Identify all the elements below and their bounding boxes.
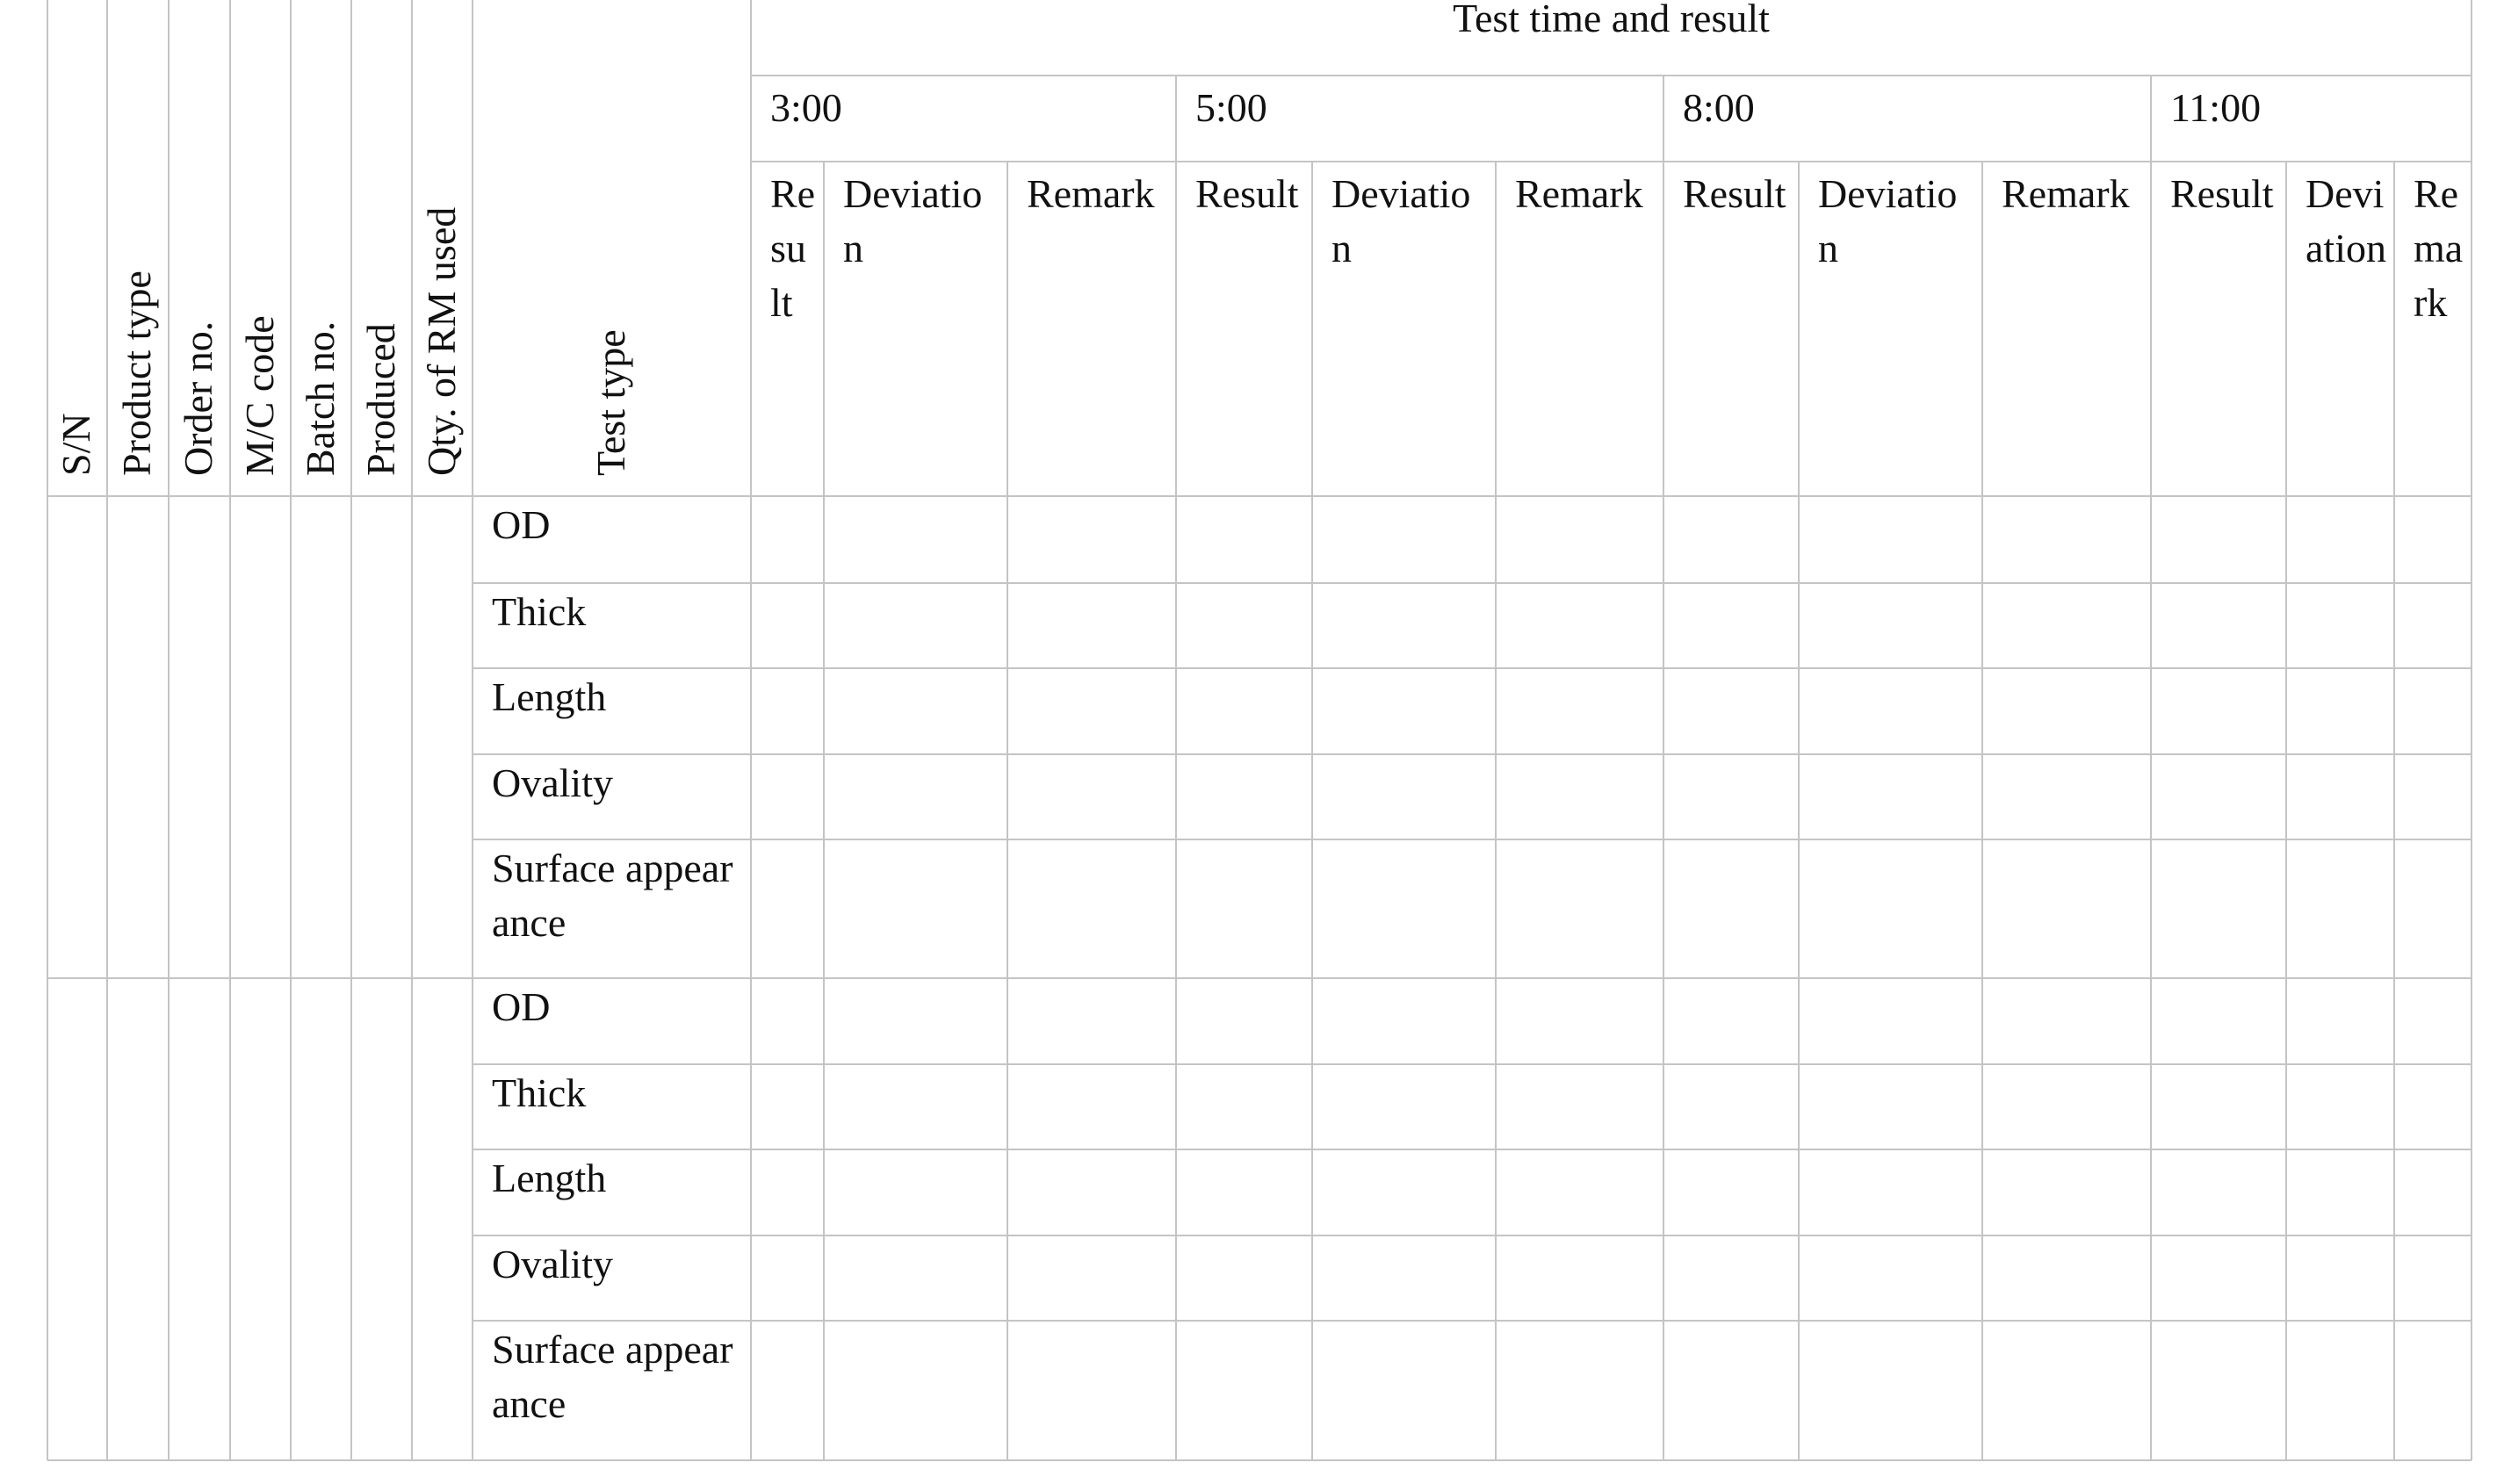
data-cell-time-slot-11-result[interactable] (2153, 585, 2284, 666)
data-cell-time-slot-3-remark[interactable] (1009, 670, 1174, 753)
data-cell-time-slot-8-remark[interactable] (1984, 1322, 2149, 1459)
grid-line (229, 0, 231, 1460)
grid-line (2150, 76, 2152, 1460)
data-cell-time-slot-3-remark[interactable] (1009, 1066, 1174, 1148)
time-slot-11-result-header: Result (2170, 171, 2274, 216)
sn-header: S/N (54, 413, 98, 476)
data-cell-time-slot-8-remark[interactable] (1984, 980, 2149, 1063)
order-no-cell[interactable] (170, 498, 228, 976)
test-type-label: Thick (492, 1070, 587, 1115)
data-cell-time-slot-3-result[interactable] (753, 585, 822, 666)
grid-line (473, 753, 2472, 755)
data-cell-time-slot-8-deviation[interactable] (1800, 498, 1981, 581)
data-cell-time-slot-11-remark[interactable] (2396, 585, 2470, 666)
grid-line (1007, 162, 1008, 1460)
data-cell-time-slot-3-deviation[interactable] (826, 498, 1006, 581)
data-cell-time-slot-3-result[interactable] (753, 1322, 822, 1459)
data-cell-time-slot-11-deviation[interactable] (2288, 1066, 2392, 1148)
data-cell-time-slot-5-deviation[interactable] (1314, 841, 1494, 976)
data-cell-time-slot-8-remark[interactable] (1984, 1151, 2149, 1234)
data-cell-time-slot-8-remark[interactable] (1984, 670, 2149, 753)
data-cell-time-slot-3-remark[interactable] (1009, 841, 1174, 976)
time-slot-8-label: 8:00 (1683, 85, 1755, 130)
data-cell-time-slot-8-deviation[interactable] (1800, 585, 1981, 666)
time-slot-11-remark-header: Remark (2414, 171, 2464, 325)
data-cell-time-slot-5-deviation[interactable] (1314, 756, 1494, 838)
produced-cell[interactable] (353, 498, 410, 976)
grid-line (106, 0, 108, 1460)
data-cell-time-slot-5-result[interactable] (1178, 1066, 1310, 1148)
produced-header: Produced (357, 323, 403, 476)
data-cell-time-slot-5-deviation[interactable] (1314, 585, 1494, 666)
grid-line (2393, 162, 2395, 1460)
grid-line (472, 0, 473, 1460)
mc-code-header: M/C code (236, 315, 282, 476)
grid-line (1981, 162, 1983, 1460)
data-cell-time-slot-5-result[interactable] (1178, 585, 1310, 666)
product-type-cell[interactable] (109, 980, 167, 1459)
data-cell-time-slot-11-deviation[interactable] (2288, 1151, 2392, 1234)
grid-line (290, 0, 292, 1460)
data-cell-time-slot-3-deviation[interactable] (826, 1066, 1006, 1148)
data-cell-time-slot-3-result[interactable] (753, 980, 822, 1063)
data-cell-time-slot-8-remark[interactable] (1984, 498, 2149, 581)
data-cell-time-slot-11-deviation[interactable] (2288, 670, 2392, 753)
data-cell-time-slot-11-remark[interactable] (2396, 670, 2470, 753)
data-cell-time-slot-3-deviation[interactable] (826, 841, 1006, 976)
data-cell-time-slot-3-remark[interactable] (1009, 1322, 1174, 1459)
time-slot-5-result-header: Result (1195, 171, 1299, 216)
produced-cell[interactable] (353, 980, 410, 1459)
data-cell-time-slot-5-result[interactable] (1178, 980, 1310, 1063)
sn-cell[interactable] (49, 498, 105, 976)
time-slot-3-label: 3:00 (770, 85, 842, 130)
data-cell-time-slot-5-deviation[interactable] (1314, 1322, 1494, 1459)
data-cell-time-slot-5-remark[interactable] (1497, 756, 1662, 838)
data-cell-time-slot-11-result[interactable] (2153, 1151, 2284, 1234)
data-cell-time-slot-5-deviation[interactable] (1314, 980, 1494, 1063)
data-cell-time-slot-8-deviation[interactable] (1800, 1066, 1981, 1148)
time-slot-5-label: 5:00 (1195, 85, 1267, 130)
data-cell-time-slot-3-deviation[interactable] (826, 1237, 1006, 1319)
data-cell-time-slot-8-deviation[interactable] (1800, 1322, 1981, 1459)
data-cell-time-slot-3-remark[interactable] (1009, 1151, 1174, 1234)
grid-line (2285, 162, 2287, 1460)
grid-line (168, 0, 170, 1460)
data-cell-time-slot-8-remark[interactable] (1984, 1066, 2149, 1148)
grid-line (1663, 76, 1664, 1460)
data-cell-time-slot-11-result[interactable] (2153, 756, 2284, 838)
grid-line (47, 977, 2472, 979)
qty-rm-used-cell[interactable] (414, 980, 471, 1459)
data-cell-time-slot-3-result[interactable] (753, 1066, 822, 1148)
data-cell-time-slot-5-deviation[interactable] (1314, 498, 1494, 581)
time-slot-3-remark-header: Remark (1027, 171, 1155, 216)
data-cell-time-slot-8-remark[interactable] (1984, 1237, 2149, 1319)
data-cell-time-slot-8-deviation[interactable] (1800, 1151, 1981, 1234)
data-cell-time-slot-8-remark[interactable] (1984, 585, 2149, 666)
data-cell-time-slot-11-remark[interactable] (2396, 498, 2470, 581)
data-cell-time-slot-11-deviation[interactable] (2288, 756, 2392, 838)
data-cell-time-slot-11-result[interactable] (2153, 670, 2284, 753)
test-type-label: OD (492, 502, 551, 547)
product-type-cell[interactable] (109, 498, 167, 976)
data-cell-time-slot-5-deviation[interactable] (1314, 1151, 1494, 1234)
data-cell-time-slot-5-remark[interactable] (1497, 1237, 1662, 1319)
time-slot-5-deviation-header: Deviation (1331, 171, 1471, 270)
test-type-label: Ovality (492, 760, 613, 805)
grid-line (823, 162, 825, 1460)
time-slot-11-deviation-header: Deviation (2306, 171, 2386, 270)
data-cell-time-slot-3-deviation[interactable] (826, 1151, 1006, 1234)
data-cell-time-slot-11-deviation[interactable] (2288, 841, 2392, 976)
data-cell-time-slot-3-remark[interactable] (1009, 756, 1174, 838)
data-cell-time-slot-3-remark[interactable] (1009, 585, 1174, 666)
data-cell-time-slot-5-remark[interactable] (1497, 980, 1662, 1063)
grid-line (350, 0, 352, 1460)
data-cell-time-slot-5-remark[interactable] (1497, 1066, 1662, 1148)
batch-no-cell[interactable] (292, 498, 350, 976)
mc-code-cell[interactable] (232, 498, 289, 976)
data-cell-time-slot-3-result[interactable] (753, 498, 822, 581)
data-cell-time-slot-5-remark[interactable] (1497, 841, 1662, 976)
grid-line (47, 495, 2472, 497)
grid-line (473, 667, 2472, 669)
mc-code-cell[interactable] (232, 980, 289, 1459)
data-cell-time-slot-3-deviation[interactable] (826, 1322, 1006, 1459)
order-no-header: Order no. (176, 321, 220, 476)
data-cell-time-slot-11-remark[interactable] (2396, 841, 2470, 976)
data-cell-time-slot-11-remark[interactable] (2396, 1066, 2470, 1148)
grid-line (47, 1459, 2472, 1461)
batch-no-cell[interactable] (292, 980, 350, 1459)
data-cell-time-slot-3-result[interactable] (753, 841, 822, 976)
data-cell-time-slot-11-result[interactable] (2153, 1322, 2284, 1459)
data-cell-time-slot-5-deviation[interactable] (1314, 670, 1494, 753)
data-cell-time-slot-3-deviation[interactable] (826, 980, 1006, 1063)
data-cell-time-slot-8-deviation[interactable] (1800, 670, 1981, 753)
grid-line (2471, 0, 2472, 1460)
data-cell-time-slot-8-result[interactable] (1665, 1151, 1797, 1234)
data-cell-time-slot-3-deviation[interactable] (826, 670, 1006, 753)
batch-no-header: Batch no. (297, 321, 343, 476)
data-cell-time-slot-8-deviation[interactable] (1800, 980, 1981, 1063)
data-cell-time-slot-11-remark[interactable] (2396, 1151, 2470, 1234)
grid-line (1175, 76, 1177, 1460)
grid-line (47, 0, 48, 1460)
data-cell-time-slot-11-result[interactable] (2153, 841, 2284, 976)
data-cell-time-slot-8-result[interactable] (1665, 980, 1797, 1063)
data-cell-time-slot-11-deviation[interactable] (2288, 1322, 2392, 1459)
grid-line (473, 1320, 2472, 1322)
order-no-cell[interactable] (170, 980, 228, 1459)
data-cell-time-slot-5-deviation[interactable] (1314, 1237, 1494, 1319)
data-cell-time-slot-5-result[interactable] (1178, 1151, 1310, 1234)
grid-line (473, 582, 2472, 584)
data-cell-time-slot-5-remark[interactable] (1497, 670, 1662, 753)
grid-line (473, 1235, 2472, 1236)
data-cell-time-slot-3-deviation[interactable] (826, 585, 1006, 666)
data-cell-time-slot-3-result[interactable] (753, 1237, 822, 1319)
data-cell-time-slot-5-result[interactable] (1178, 1322, 1310, 1459)
product-type-header: Product type (114, 270, 159, 476)
data-cell-time-slot-5-result[interactable] (1178, 670, 1310, 753)
test-type-label: OD (492, 984, 551, 1029)
data-cell-time-slot-3-deviation[interactable] (826, 756, 1006, 838)
time-slot-5-remark-header: Remark (1515, 171, 1643, 216)
data-cell-time-slot-8-result[interactable] (1665, 756, 1797, 838)
data-cell-time-slot-11-remark[interactable] (2396, 1322, 2470, 1459)
grid-line (1798, 162, 1800, 1460)
grid-line (1311, 162, 1313, 1460)
time-slot-8-result-header: Result (1683, 171, 1786, 216)
time-slot-8-deviation-header: Deviation (1818, 171, 1958, 270)
data-cell-time-slot-11-deviation[interactable] (2288, 980, 2392, 1063)
data-cell-time-slot-5-result[interactable] (1178, 756, 1310, 838)
data-cell-time-slot-11-deviation[interactable] (2288, 585, 2392, 666)
data-cell-time-slot-8-result[interactable] (1665, 841, 1797, 976)
data-cell-time-slot-11-deviation[interactable] (2288, 1237, 2392, 1319)
test-type-label: Surface appearance (492, 1327, 733, 1426)
grid-line (473, 1063, 2472, 1065)
data-cell-time-slot-5-remark[interactable] (1497, 498, 1662, 581)
time-slot-11-label: 11:00 (2170, 85, 2262, 130)
test-type-label: Length (492, 1156, 607, 1200)
data-cell-time-slot-8-deviation[interactable] (1800, 841, 1981, 976)
data-cell-time-slot-3-result[interactable] (753, 1151, 822, 1234)
data-cell-time-slot-8-result[interactable] (1665, 498, 1797, 581)
data-cell-time-slot-3-remark[interactable] (1009, 980, 1174, 1063)
grid-line (411, 0, 413, 1460)
qty-rm-used-cell[interactable] (414, 498, 471, 976)
data-cell-time-slot-8-remark[interactable] (1984, 841, 2149, 976)
data-cell-time-slot-5-result[interactable] (1178, 841, 1310, 976)
grid-line (751, 161, 2472, 162)
qty-rm-used-header: Qty. of RM used (418, 206, 464, 476)
test-type-label: Thick (492, 589, 587, 634)
data-cell-time-slot-11-remark[interactable] (2396, 1237, 2470, 1319)
grid-line (473, 1149, 2472, 1150)
data-cell-time-slot-8-deviation[interactable] (1800, 1237, 1981, 1319)
data-cell-time-slot-3-remark[interactable] (1009, 1237, 1174, 1319)
data-cell-time-slot-3-remark[interactable] (1009, 498, 1174, 581)
data-cell-time-slot-8-deviation[interactable] (1800, 756, 1981, 838)
test-type-label: Length (492, 674, 607, 719)
data-cell-time-slot-5-result[interactable] (1178, 1237, 1310, 1319)
data-cell-time-slot-8-result[interactable] (1665, 1237, 1797, 1319)
data-cell-time-slot-8-result[interactable] (1665, 1322, 1797, 1459)
data-cell-time-slot-11-remark[interactable] (2396, 980, 2470, 1063)
data-cell-time-slot-11-remark[interactable] (2396, 756, 2470, 838)
test-time-result-header: Test time and result (1453, 0, 1770, 40)
data-cell-time-slot-3-result[interactable] (753, 670, 822, 753)
test-type-label: Ovality (492, 1242, 613, 1286)
sn-cell[interactable] (49, 980, 105, 1459)
data-cell-time-slot-11-result[interactable] (2153, 1066, 2284, 1148)
data-cell-time-slot-5-remark[interactable] (1497, 1322, 1662, 1459)
data-cell-time-slot-5-remark[interactable] (1497, 585, 1662, 666)
data-cell-time-slot-8-result[interactable] (1665, 670, 1797, 753)
data-cell-time-slot-11-deviation[interactable] (2288, 498, 2392, 581)
data-cell-time-slot-11-result[interactable] (2153, 980, 2284, 1063)
time-slot-3-deviation-header: Deviation (843, 171, 983, 270)
data-cell-time-slot-11-result[interactable] (2153, 1237, 2284, 1319)
data-cell-time-slot-8-result[interactable] (1665, 1066, 1797, 1148)
grid-line (750, 0, 752, 1460)
data-cell-time-slot-8-result[interactable] (1665, 585, 1797, 666)
test-type-label: Surface appearance (492, 846, 733, 945)
test-type-header: Test type (588, 329, 633, 476)
grid-line (1495, 162, 1497, 1460)
data-cell-time-slot-5-deviation[interactable] (1314, 1066, 1494, 1148)
grid-line (473, 839, 2472, 840)
data-cell-time-slot-8-remark[interactable] (1984, 756, 2149, 838)
data-cell-time-slot-11-result[interactable] (2153, 498, 2284, 581)
data-cell-time-slot-3-result[interactable] (753, 756, 822, 838)
time-slot-3-result-header: Result (770, 171, 816, 325)
grid-line (751, 75, 2472, 76)
time-slot-8-remark-header: Remark (2002, 171, 2130, 216)
data-cell-time-slot-5-result[interactable] (1178, 498, 1310, 581)
data-cell-time-slot-5-remark[interactable] (1497, 1151, 1662, 1234)
